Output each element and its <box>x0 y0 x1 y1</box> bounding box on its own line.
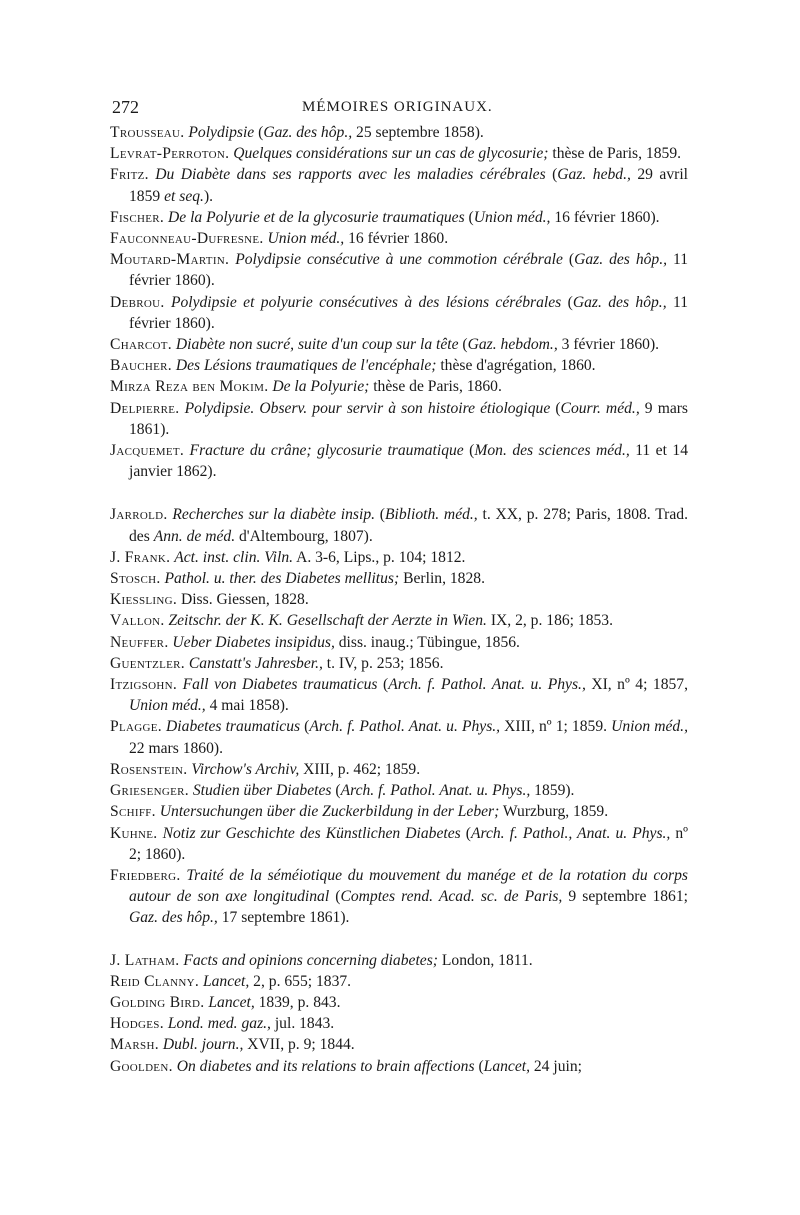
entry-title-italic: Du Diabète dans ses rapports avec les maladies cérébrales <box>155 166 546 184</box>
entry-title-italic: Gaz. hebdom., <box>467 336 558 354</box>
entry-author: Schiff. <box>110 803 156 821</box>
entry-text: ( <box>329 888 341 906</box>
entry-title-italic: Zeitschr. der K. K. Gesellschaft der Aerzte in Wien. <box>168 612 487 630</box>
entry-title-italic: Diabetes traumaticus <box>166 718 301 736</box>
entry-text: Diss. Giessen, 1828. <box>177 591 309 609</box>
entry-text: 29 avril 1859 <box>129 166 688 205</box>
entry-text: jul. 1843. <box>270 1015 335 1033</box>
entry-author: Goolden. <box>110 1057 173 1075</box>
entry-text: d'Altembourg, 1807). <box>235 527 373 545</box>
bibliography-entry <box>110 674 688 716</box>
entry-text: 2, p. 655; 1837. <box>249 972 352 990</box>
entry-author: Vallon. <box>110 612 165 630</box>
entry-author: Itzigsohn. <box>110 676 178 694</box>
entry-text: 3 février 1860). <box>557 336 660 354</box>
entry-title-italic: Mon. des sciences méd., <box>474 442 630 460</box>
entry-text: thèse de Paris, 1860. <box>369 378 502 396</box>
entry-title-italic: Union méd., <box>611 718 688 736</box>
bibliography-entry <box>110 823 688 865</box>
entry-author: J. Latham. <box>110 951 180 969</box>
entry-text: 1859). <box>530 782 575 800</box>
bibliography-entry <box>110 1013 688 1034</box>
entry-title-italic: Arch. f. Pathol., Anat. u. Phys., <box>470 824 671 842</box>
entry-title-italic: Gaz. des hôp., <box>572 293 667 311</box>
entry-author: Charcot. <box>110 336 172 354</box>
entry-text: 9 mars 1861). <box>129 399 689 438</box>
entry-text: XI, nº 4; 1857, <box>585 676 688 694</box>
bibliography-entry <box>110 780 688 801</box>
entry-author: Jarrold. <box>110 506 168 524</box>
entry-text: XIII, nº 1; 1859. <box>500 718 612 736</box>
entry-title-italic: De la Polyurie et de la glycosurie traumatiques <box>168 208 465 226</box>
entry-text: ( <box>463 442 475 460</box>
entry-text: ( <box>545 166 558 184</box>
bibliography-entry <box>110 992 688 1013</box>
entry-title-italic: Union méd., <box>129 697 206 715</box>
entry-title-italic: De la Polyurie; <box>272 378 370 396</box>
entry-title-italic: Virchow's Archiv, <box>191 760 300 778</box>
bibliography-entry <box>110 632 688 653</box>
entry-text: A. 3-6, Lips., p. 104; 1812. <box>293 548 466 566</box>
entry-text: 11 février 1860). <box>129 251 689 290</box>
bibliography-entry <box>110 1056 688 1077</box>
entry-text: ( <box>474 1057 484 1075</box>
bibliography-entry <box>110 653 688 674</box>
entry-title-italic: Recherches sur la diabète insip. <box>172 506 376 524</box>
entry-text: 22 mars 1860). <box>129 739 223 757</box>
bibliography <box>110 122 688 1077</box>
entry-title-italic: On diabetes and its relations to brain affections <box>176 1057 475 1075</box>
bibliography-entry <box>110 865 688 929</box>
entry-author: Guentzler. <box>110 654 185 672</box>
entry-title-italic: Gaz. des hôp., <box>574 251 668 269</box>
entry-text: ( <box>550 399 561 417</box>
entry-author: Friedberg. <box>110 866 181 884</box>
entry-text: Wurzburg, 1859. <box>499 803 609 821</box>
entry-title-italic: Lancet, <box>202 972 250 990</box>
entry-title-italic: Quelques considérations sur un cas de glycosurie; <box>233 145 549 163</box>
entry-author: Fauconneau-Dufresne. <box>110 230 264 248</box>
entry-title-italic: Pathol. u. ther. des Diabetes mellitus; <box>164 570 400 588</box>
entry-author: Stosch. <box>110 570 161 588</box>
bibliography-entry <box>110 440 688 482</box>
entry-author: Mirza Reza ben Mokim. <box>110 378 269 396</box>
entry-author: Debrou. <box>110 293 165 311</box>
entry-author: Baucher. <box>110 357 172 375</box>
entry-title-italic: Biblioth. méd., <box>385 506 478 524</box>
entry-text: ( <box>464 208 474 226</box>
entry-title-italic: Arch. f. Pathol. Anat. u. Phys., <box>309 718 501 736</box>
entry-author: Kiessling. <box>110 591 178 609</box>
entry-author: Levrat-Perroton. <box>110 145 230 163</box>
entry-text: diss. inaug.; Tübingue, 1856. <box>334 633 520 651</box>
bibliography-entry <box>110 292 688 334</box>
entry-text: 24 juin; <box>529 1057 582 1075</box>
entry-title-italic: Gaz. des hôp., <box>263 124 357 141</box>
entry-text: 9 septembre 1861; <box>562 888 688 906</box>
entry-title-italic: Untersuchungen über die Zuckerbildung in der Leber; <box>159 803 500 821</box>
bibliography-entry <box>110 716 688 758</box>
entry-author: Golding Bird. <box>110 993 205 1011</box>
bibliography-entry <box>110 143 688 164</box>
entry-title-italic: Gaz. des hôp., <box>129 909 218 927</box>
entry-title-italic: Ueber Diabetes insipidus, <box>172 633 335 651</box>
entry-title-italic: Lancet, <box>208 993 255 1011</box>
bibliography-entry <box>110 228 688 249</box>
entry-title-italic: Studien über Diabetes <box>192 782 332 800</box>
entry-text: ( <box>377 676 389 694</box>
entry-title-italic: Fracture du crâne; glycosurie traumatique <box>189 442 464 460</box>
entry-author: Neuffer. <box>110 633 169 651</box>
page-header <box>112 97 687 121</box>
entry-text: t. XX, p. 278; Paris, 1808. Trad. des <box>129 506 688 545</box>
bibliography-entry <box>110 589 688 610</box>
entry-title-italic: Gaz. hebd., <box>557 166 631 184</box>
bibliography-entry <box>110 207 688 228</box>
entry-text: t. IV, p. 253; 1856. <box>322 654 444 672</box>
entry-text: ). <box>203 187 214 205</box>
entry-title-italic: Union méd., <box>267 230 345 248</box>
bibliography-entry <box>110 950 688 971</box>
entry-title-italic: Polydipsie. Observ. pour servir à son histoire étiologique <box>184 399 551 417</box>
entry-title-italic: Arch. f. Pathol. Anat. u. Phys., <box>388 676 586 694</box>
bibliography-entry <box>110 334 688 355</box>
entry-title-italic: Act. inst. clin. Viln. <box>174 548 294 566</box>
entry-text: 16 février 1860). <box>550 208 660 226</box>
entry-text: 17 septembre 1861). <box>217 909 350 927</box>
entry-title-italic: et seq. <box>164 187 204 205</box>
bibliography-entry <box>110 759 688 780</box>
entry-text: ( <box>254 124 264 141</box>
entry-text: 11 et 14 janvier 1862). <box>129 442 688 481</box>
entry-title-italic: Polydipsie et polyurie consécutives à des lésions cérébrales <box>170 293 562 311</box>
entry-author: Moutard-Martin. <box>110 251 230 269</box>
entry-author: Marsh. <box>110 1036 159 1054</box>
entry-author: Delpierre. <box>110 399 180 417</box>
entry-text: 11 février 1860). <box>129 293 688 332</box>
entry-text: ( <box>562 251 575 269</box>
entry-title-italic: Ann. de méd. <box>153 527 236 545</box>
entry-title-italic: Des Lésions traumatiques de l'encéphale; <box>175 357 437 375</box>
bibliography-entry <box>110 164 688 206</box>
entry-text: ( <box>300 718 310 736</box>
page-number: 272 <box>112 97 139 117</box>
entry-title-italic: Fall von Diabetes traumaticus <box>182 676 378 694</box>
bibliography-entry <box>110 122 688 143</box>
entry-text: ( <box>561 293 573 311</box>
bibliography-entry <box>110 801 688 822</box>
entry-text: 25 septembre 1858). <box>356 124 484 141</box>
entry-text: XVII, p. 9; 1844. <box>243 1036 355 1054</box>
entry-title-italic: Notiz zur Geschichte des Künstlichen Diabetes <box>162 824 461 842</box>
entry-title-italic: Lond. med. gaz., <box>167 1015 271 1033</box>
entry-title-italic: Canstatt's Jahresber., <box>188 654 323 672</box>
section-gap <box>110 482 688 504</box>
bibliography-entry <box>110 971 688 992</box>
entry-text: 16 février 1860. <box>344 230 449 248</box>
entry-author: Reid Clanny. <box>110 972 200 990</box>
entry-title-italic: Arch. f. Pathol. Anat. u. Phys., <box>340 782 531 800</box>
running-title: MÉMOIRES ORIGINAUX. <box>302 99 493 115</box>
entry-text: ( <box>375 506 385 524</box>
entry-text: ( <box>331 782 341 800</box>
entry-title-italic: Courr. méd., <box>560 399 640 417</box>
entry-title-italic: Union méd., <box>473 208 551 226</box>
bibliography-entry <box>110 249 688 291</box>
entry-text: 1839, p. 843. <box>254 993 341 1011</box>
entry-author: Jacquemet. <box>110 442 185 460</box>
bibliography-entry <box>110 1034 688 1055</box>
entry-text: Berlin, 1828. <box>399 570 485 588</box>
entry-author: Trousseau. <box>110 124 185 141</box>
entry-title-italic: Traité de la séméiotique du mouvement du manége et de la rotation du corps autour de son axe longitudinal <box>129 866 688 906</box>
section-gap <box>110 929 688 950</box>
entry-title-italic: Dubl. journ., <box>162 1036 244 1054</box>
entry-title-italic: Polydipsie consécutive à une commotion cérébrale <box>235 251 563 269</box>
entry-title-italic: Polydipsie <box>188 124 255 141</box>
bibliography-entry <box>110 547 688 568</box>
entry-author: Fischer. <box>110 208 165 226</box>
entry-text: ( <box>458 336 468 354</box>
entry-title-italic: Facts and opinions concerning diabetes; <box>183 951 438 969</box>
entry-author: J. Frank. <box>110 548 171 566</box>
bibliography-entry <box>110 610 688 631</box>
entry-author: Rosenstein. <box>110 760 188 778</box>
entry-author: Hodges. <box>110 1015 164 1033</box>
bibliography-entry <box>110 355 688 376</box>
entry-title-italic: Diabète non sucré, suite d'un coup sur la tête <box>175 336 459 354</box>
bibliography-entry <box>110 568 688 589</box>
bibliography-entry <box>110 398 688 440</box>
entry-text: ( <box>460 824 471 842</box>
entry-text: XIII, p. 462; 1859. <box>299 760 421 778</box>
entry-title-italic: Comptes rend. Acad. sc. de Paris, <box>340 888 563 906</box>
entry-title-italic: Lancet, <box>483 1057 530 1075</box>
entry-text: nº 2; 1860). <box>129 824 688 863</box>
entry-text: London, 1811. <box>437 951 533 969</box>
entry-author: Kuhne. <box>110 824 158 842</box>
entry-author: Griesenger. <box>110 782 189 800</box>
entry-text: 4 mai 1858). <box>205 697 289 715</box>
entry-author: Fritz. <box>110 166 149 184</box>
entry-text: thèse de Paris, 1859. <box>548 145 682 163</box>
entry-author: Plagge. <box>110 718 162 736</box>
entry-text: thèse d'agrégation, 1860. <box>436 357 596 375</box>
bibliography-entry <box>110 376 688 397</box>
entry-text: IX, 2, p. 186; 1853. <box>486 612 613 630</box>
bibliography-entry <box>110 504 688 546</box>
